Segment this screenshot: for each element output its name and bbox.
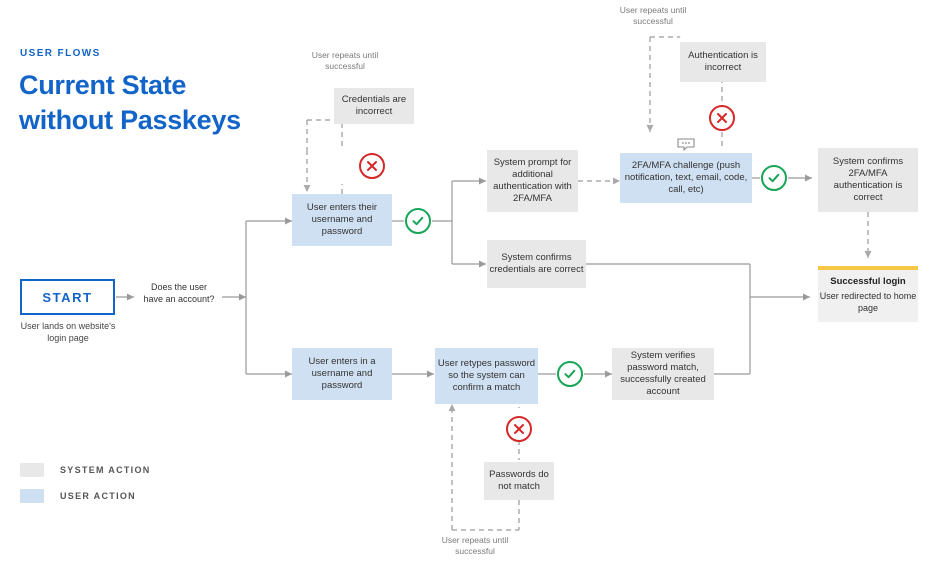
node-system-confirms-mfa: System confirms 2FA/MFA authentication is correct	[818, 148, 918, 212]
start-node: START	[20, 279, 115, 315]
node-successful-login	[818, 266, 918, 322]
check-glyph	[563, 367, 577, 381]
check-icon-password-match	[557, 361, 583, 387]
cross-icon-mfa	[709, 105, 735, 131]
cross-glyph	[513, 423, 525, 435]
cross-glyph	[366, 160, 378, 172]
success-body: User redirected to home page	[819, 291, 917, 314]
cross-icon-password-match	[506, 416, 532, 442]
loop-label-credentials: User repeats until successful	[311, 50, 379, 72]
page-title: Current State without Passkeys	[19, 70, 241, 135]
node-system-verifies-password: System verifies password match, successfully created account	[612, 348, 714, 400]
cross-glyph	[716, 112, 728, 124]
node-credentials-incorrect: Credentials are incorrect	[334, 88, 414, 124]
legend-swatch-system	[20, 463, 44, 477]
check-glyph	[767, 171, 781, 185]
loop-label-authentication: User repeats until successful	[619, 5, 687, 27]
decision-label: Does the user have an account?	[143, 282, 215, 305]
node-system-confirms-credentials: System confirms credentials are correct	[487, 240, 586, 288]
node-user-enters-new-credentials: User enters in a username and password	[292, 348, 392, 400]
chat-bubble-glyph	[677, 138, 695, 151]
node-user-retypes-password: User retypes password so the system can confirm a match	[435, 348, 538, 404]
chat-bubble-icon	[675, 136, 697, 152]
node-authentication-incorrect: Authentication is incorrect	[680, 42, 766, 82]
start-caption: User lands on website's login page	[20, 321, 116, 344]
legend-label-user: USER ACTION	[60, 491, 136, 501]
success-title: Successful login	[830, 276, 906, 287]
node-system-prompt-mfa: System prompt for additional authentication with 2FA/MFA	[487, 150, 578, 212]
node-user-enters-credentials: User enters their username and password	[292, 194, 392, 246]
check-icon-mfa	[761, 165, 787, 191]
check-icon-credentials	[405, 208, 431, 234]
node-passwords-do-not-match: Passwords do not match	[484, 462, 554, 500]
node-mfa-challenge: 2FA/MFA challenge (push notification, text, email, code, call, etc)	[620, 153, 752, 203]
loop-label-passwords: User repeats until successful	[441, 535, 509, 557]
legend-swatch-user	[20, 489, 44, 503]
section-kicker: USER FLOWS	[20, 48, 101, 59]
cross-icon-credentials	[359, 153, 385, 179]
legend-label-system: SYSTEM ACTION	[60, 465, 151, 475]
check-glyph	[411, 214, 425, 228]
